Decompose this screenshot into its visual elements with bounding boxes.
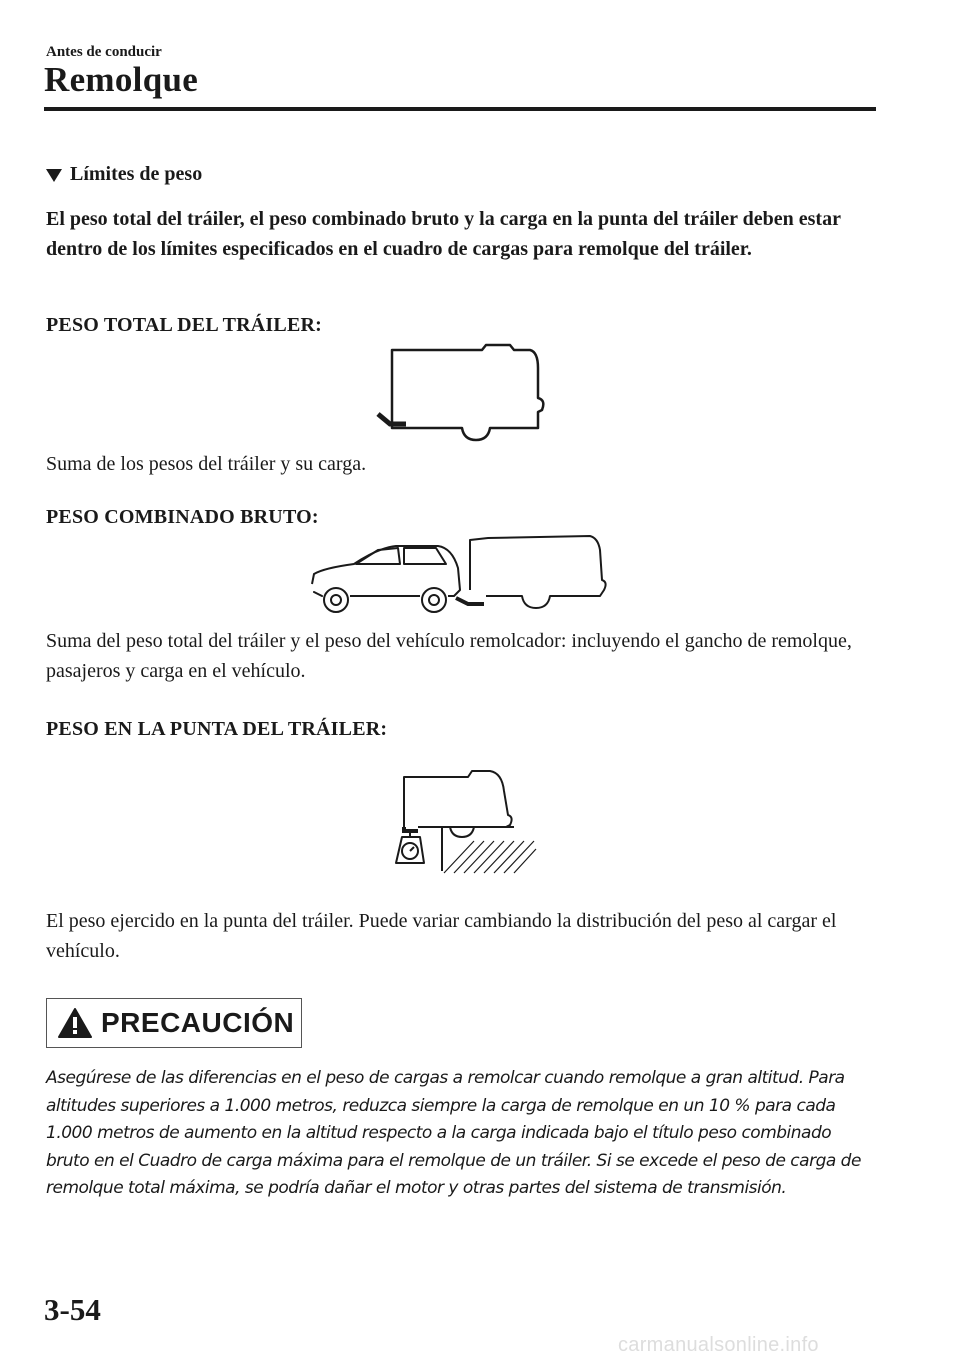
footer-watermark-url: carmanualsonline.info [618, 1334, 819, 1356]
tongue-weight-scale-illustration [378, 765, 538, 875]
intro-paragraph: El peso total del tráiler, el peso combinado bruto y la carga en la punta del tráiler deben estar dentro de los límites especificados en el cuadro de cargas para remolque del tráiler. [46, 208, 841, 260]
page-number: 3-54 [44, 1292, 101, 1327]
car-and-trailer-illustration [308, 530, 613, 620]
term-peso-total: PESO TOTAL DEL TRÁILER: [46, 314, 322, 336]
description-peso-combinado: Suma del peso total del tráiler y el peso del vehículo remolcador: incluyendo el gancho de remolque, pasajeros y carga en el vehículo. [46, 630, 852, 682]
title-divider [44, 107, 876, 111]
description-peso-total: Suma de los pesos del tráiler y su carga. [46, 453, 367, 475]
caution-label-box [46, 998, 302, 1048]
caution-text: Asegúrese de las diferencias en el peso de cargas a remolcar cuando remolque a gran altitud. Para altitudes superiores a 1.000 metros, reduzca siempre la carga de remolque en un 10 % para cada 1.000 metros de aumento en la altitud respecto a la carga indicada bajo el título peso combinado bruto en el Cuadro de carga máxima para el remolque de un tráiler. Si se excede el peso de carga de remolque total máxima, se podría dañar el motor y otras partes del sistema de transmisión. [46, 1068, 861, 1198]
page-title: Remolque [44, 60, 199, 99]
caution-label: PRECAUCIÓN [101, 1007, 295, 1038]
subsection-heading [46, 163, 202, 186]
trailer-illustration [370, 340, 560, 450]
subsection-heading-text: Límites de peso [70, 163, 203, 185]
warning-triangle-icon [57, 1007, 93, 1039]
triangle-bullet-icon [46, 169, 62, 182]
description-peso-punta: El peso ejercido en la punta del tráiler. Puede variar cambiando la distribución del peso al cargar el vehículo. [46, 910, 837, 962]
term-peso-combinado: PESO COMBINADO BRUTO: [46, 506, 319, 528]
term-peso-punta: PESO EN LA PUNTA DEL TRÁILER: [46, 718, 388, 740]
section-label: Antes de conducir [46, 44, 162, 60]
